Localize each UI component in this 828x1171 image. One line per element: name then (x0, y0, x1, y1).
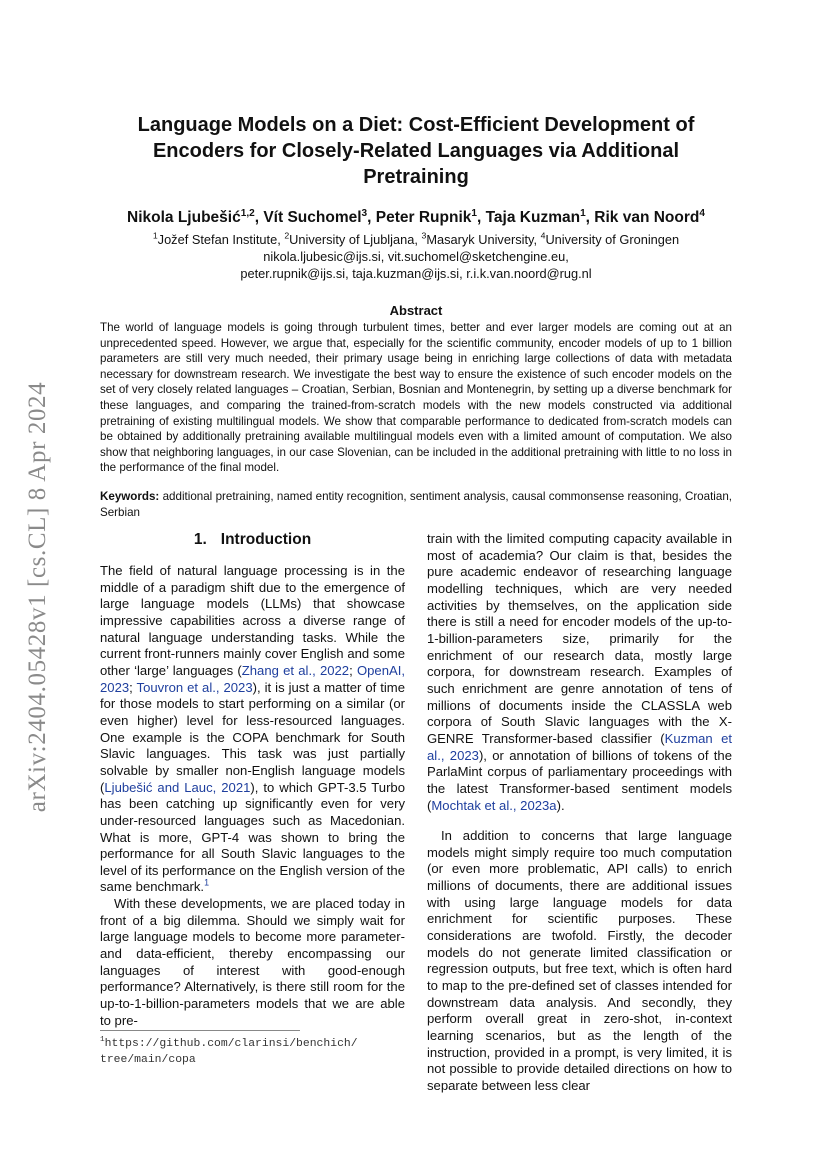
author-list: Nikola Ljubešić$^{1,2}$, Vít Suchomel$^3$, Peter Rupnik$^1$, Taja Kuzman$^1$, Rik van Noord$^4$ (127, 207, 705, 226)
intro-paragraph-1: The field of natural language processing is in the middle of a paradigm shift due to the emergence of large language models (LLMs) that showcase impressive capabilities across a diverse range of natural language understanding tasks. While the current front-runners mainly cover English and some other ‘large’ languages (Zhang et al., 2022; OpenAI, 2023; Touvron et al., 2023), it is just a matter of time for those models to start performing on a similar (or even higher) level for less-resourced languages. One example is the COPA benchmark for South Slavic languages. This task was just partially solvable by smaller non-English language models (Ljubešić and Lauc, 2021), to which GPT-3.5 Turbo has been catching up significantly even for very under-resourced languages such as Macedonian. What is more, GPT-4 was shown to bring the performance for all South Slavic languages to the level of its performance on the English version of the same benchmark.$^1$ (100, 563, 406, 895)
abstract-text: The world of language models is going through turbulent times, better and ever larger models are coming out at an unprecedented speed. However, we argue that, especially for the scientific community, encoder models of up to 1 billion parameters are still very much needed, their primary usage being in enriching large collections of data with metadata necessary for downstream research. We investigate the best way to ensure the existence of such encoder models on the set of very closely related languages – Croatian, Serbian, Bosnian and Montenegrin, by setting up a diverse benchmark for these languages, and comparing the trained-from-scratch models with the new models constructed via additional pretraining of existing multilingual models. We show that comparable performance to dedicated from-scratch models can be obtained by additionally pretraining available multilingual models even with a limited amount of computation. We also show that neighboring languages, in our case Slovenian, can be included in the additional pretraining with little to no loss in the performance of the final model. (100, 321, 732, 475)
left-column (100, 531, 405, 1029)
author: Vít Suchomel$^3$ (263, 207, 368, 226)
author: Taja Kuzman$^1$ (485, 207, 586, 226)
arxiv-identifier-text: arXiv:2404.05428v1 [cs.CL] 8 Apr 2024 (24, 381, 51, 813)
keywords (100, 489, 732, 520)
intro-paragraph-2: With these developments, we are placed today in front of a big dilemma. Should we simply wait for large language models to become more parameter- and data-efficient, thereby encompassing our languages of interest with good-enough performance? Alternatively, is there still room for the up-to-1-billion-parameters models that we are able to pre- (100, 896, 405, 1028)
citation-link[interactable]: Touvron et al., 2023 (136, 679, 253, 695)
citation-link[interactable]: Ljubešić and Lauc, 2021 (104, 779, 251, 795)
affiliation-list: $^1$Jožef Stefan Institute, $^2$University of Ljubljana, $^3$Masaryk University, $^4$University of Groningen (152, 230, 680, 247)
keywords-label: Keywords: (100, 490, 160, 503)
right-paragraph-2: In addition to concerns that large language models might simply require too much computation (or even more problematic, API calls) to enrich millions of documents, there are additional issues with using large language models for data enrichment for scientific purposes. These considerations are twofold. Firstly, the decoder models do not generate limited classification or regression outputs, but free text, which is often hard to map to the pre-defined set of classes intended for downstream data analysis. And secondly, they perform overall great in zero-shot, in-context learning scenarios, but as the length of the instruction, provided in a prompt, is very limited, it is not possible to provide detailed directions on how to separate between less clear (427, 828, 732, 1093)
author: Rik van Noord$^4$ (594, 207, 705, 226)
citation-link[interactable]: Zhang et al., 2022 (241, 662, 350, 678)
footnote-link-continued[interactable]: tree/main/copa (100, 1054, 196, 1066)
citation-link[interactable]: Kuzman et al., 2023 (427, 730, 733, 763)
abstract-heading: Abstract (389, 303, 443, 318)
keywords-text: additional pretraining, named entity recognition, sentiment analysis, causal commonsense reasoning, Croatian, Serbian (100, 490, 732, 519)
paper-title: Language Models on a Diet: Cost-Efficient Development of Encoders for Closely-Related Languages via Additional Pretraining (137, 114, 695, 188)
arxiv-identifier (18, 372, 58, 822)
author: Nikola Ljubešić$^{1,2}$ (127, 207, 255, 226)
footnote-divider (100, 1030, 300, 1031)
citation-link[interactable]: OpenAI, 2023 (100, 662, 406, 695)
footnote: $^1$https://github.com/clarinsi/benchich/ tree/main/copa (100, 1036, 405, 1068)
section-heading: 1. Introduction (193, 531, 312, 548)
footnote-link[interactable]: https://github.com/clarinsi/benchich/ (104, 1038, 358, 1050)
email-line: nikola.ljubesic@ijs.si, vit.suchomel@sketchengine.eu, (263, 249, 569, 264)
right-column (427, 531, 732, 1095)
right-paragraph-1: train with the limited computing capacity available in most of academia? Our claim is that, besides the pure academic endeavor of researching language modelling techniques, which are very needed activities by themselves, on the application side there is still a need for encoder models of the up-to-1-billion-parameters size, primarily for the enrichment of our research data, mostly large corpora, for downstream research. Examples of such enrichment are genre annotation of tens of millions of documents inside the CLASSLA web corpora of South Slavic languages with the X-GENRE Transformer-based classifier (Kuzman et al., 2023), or annotation of billions of tokens of the ParlaMint corpus of parliamentary proceedings with the latest Transformer-based sentiment models (Mochtak et al., 2023a). (427, 531, 733, 813)
affiliations-block (60, 231, 772, 282)
author: Peter Rupnik$^1$ (375, 207, 477, 226)
email-line: peter.rupnik@ijs.si, taja.kuzman@ijs.si, r.i.k.van.noord@rug.nl (240, 266, 592, 281)
footnote-marker[interactable]: 1 (204, 878, 210, 889)
citation-link[interactable]: Mochtak et al., 2023a (431, 797, 557, 813)
